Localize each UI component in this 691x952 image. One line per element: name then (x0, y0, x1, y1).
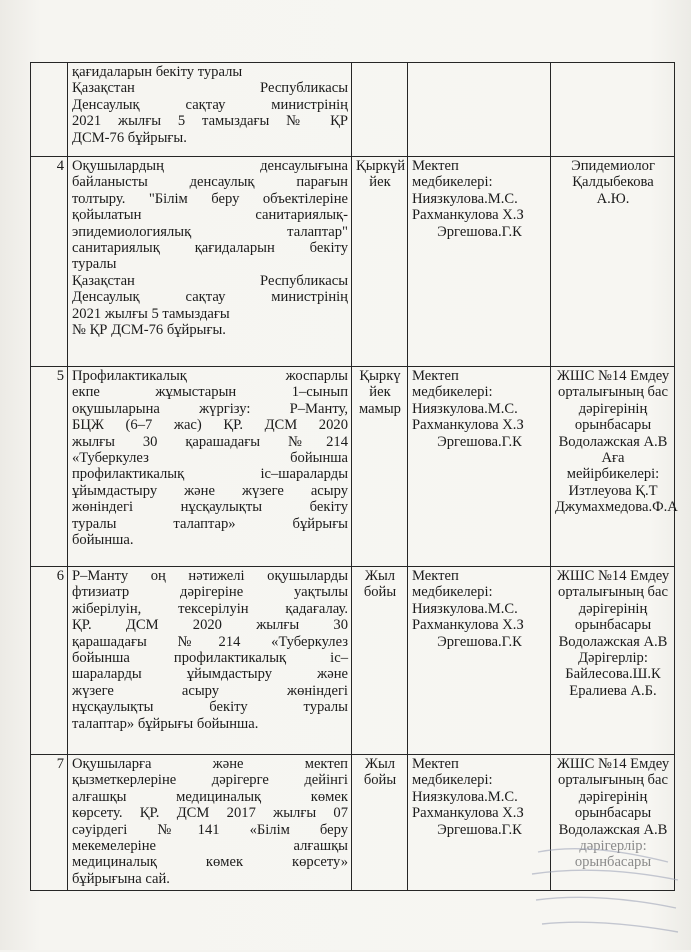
activity-line: эпидемиологиялық талаптар" (72, 223, 348, 240)
participant-line: орынбасары (574, 805, 652, 822)
participants-cell (551, 157, 675, 367)
activity-line: ұйымдастыру және жүзеге асыру (72, 482, 348, 499)
activity-line: қарашадағы №214 «Туберкулез (72, 633, 348, 650)
participant-line: Водолажская А.В (558, 433, 668, 450)
activity-line: толтыру. "Білім беру объектілеріне (72, 190, 348, 207)
participant-line: орынбасары (574, 417, 652, 434)
responsible-cell (408, 567, 551, 755)
deadline-line: Жыл (364, 568, 396, 584)
participant-line: орталығының бас (558, 772, 668, 789)
participant-line: Дәрігерлір: (578, 650, 648, 667)
participant-line: Байлесова.Ш.К (565, 666, 661, 683)
activity-line: Денсаулық сақтау министрінің (72, 96, 348, 113)
deadline-line: бойы (363, 584, 397, 601)
responsible-line: Эргешова.Г.К (437, 223, 522, 240)
participant-line: ЖШС №14 Емдеу (556, 368, 670, 384)
responsible-line: медбикелері: (412, 772, 493, 789)
participant-line: дәрігерінің (578, 600, 648, 617)
activity-cell (68, 755, 352, 891)
activity-cell (68, 567, 352, 755)
activity-line: алғашқы медициналық көмек (72, 788, 348, 805)
responsible-line: Мектеп (412, 568, 459, 584)
participant-line: Эпидемиолог (571, 158, 655, 174)
participant-line: Қалдыбекова А.Ю. (572, 174, 654, 207)
responsible-line: Ниязкулова.М.С. (412, 190, 518, 207)
deadline-line: бойы (363, 772, 397, 789)
responsible-line: Мектеп (412, 158, 459, 174)
participant-line: Водолажская А.В (558, 633, 668, 650)
deadline-line: мамыр (359, 400, 401, 417)
activity-line: Оқушыларға және мектеп (72, 756, 348, 772)
responsible-line: Мектеп (412, 756, 459, 772)
responsible-line: Рахманкулова Х.З (412, 805, 524, 822)
responsible-cell (408, 755, 551, 891)
activity-cell (68, 157, 352, 367)
activity-line: медициналық көмек көрсету» (72, 854, 348, 871)
activity-line: БЦЖ (6–7 жас) ҚР. ДСМ 2020 (72, 417, 348, 434)
deadline-cell (352, 63, 408, 157)
row-number-cell (31, 567, 68, 755)
table-row (31, 63, 675, 157)
activity-line: бұйрығына сай. (72, 870, 170, 887)
participant-line: Ералиева А.Б. (569, 682, 657, 699)
responsible-line: Рахманкулова Х.З (412, 417, 524, 434)
table-row (31, 157, 675, 367)
table-row (31, 567, 675, 755)
deadline-cell (352, 157, 408, 367)
activity-line: нұсқаулықты бекіту туралы (72, 699, 348, 716)
activity-line: туралы талаптар» бұйрығы (72, 515, 348, 532)
participant-line: Водолажская А.В (558, 821, 668, 838)
activity-line: мекемелеріне алғашқы (72, 838, 348, 855)
activity-line: байланысты денсаулық парағын (72, 174, 348, 191)
row-number: 4 (56, 158, 64, 174)
responsible-line: медбикелері: (412, 174, 493, 191)
participant-line: дәрігерлір: (579, 838, 647, 855)
responsible-line: Ниязкулова.М.С. (412, 788, 518, 805)
participant-line: орталығының бас (558, 584, 668, 601)
responsible-line: медбикелері: (412, 384, 493, 401)
row-number: 5 (56, 368, 64, 384)
plan-table (30, 62, 678, 891)
participant-line: дәрігерінің (578, 400, 648, 417)
activity-line: 2021 жылғы 5 тамыздағы (72, 305, 230, 322)
deadline-line: Жыл (364, 756, 396, 772)
participant-line: орынбасары (574, 617, 652, 634)
participant-line: Аға мейірбикелері: (566, 450, 660, 483)
activity-line: Қазақстан Республикасы (72, 80, 348, 97)
row-number-cell (31, 157, 68, 367)
activity-line: екпе жұмыстарын 1–сынып (72, 384, 348, 401)
activity-line: шараларды ұйымдастыру және (72, 666, 348, 683)
participant-line: ЖШС №14 Емдеу (556, 756, 670, 772)
activity-line: жіберілуін, тексерілуін қадағалау. (72, 600, 348, 617)
activity-line: қағидаларын бекіту туралы (72, 64, 243, 80)
row-number-cell (31, 755, 68, 891)
activity-line: Р–Манту оң нәтижелі оқушыларды (72, 568, 348, 584)
table-row (31, 755, 675, 891)
activity-line: туралы (72, 256, 117, 273)
activity-line: сәуірдегі №141 «Білім беру (72, 821, 348, 838)
row-number: 6 (56, 568, 64, 584)
activity-line: қызметкерлеріне дәрігерге дейінгі (72, 772, 348, 789)
participants-cell (551, 63, 675, 157)
activity-line: фтизиатр дәрігеріне уақтылы (72, 584, 348, 601)
activity-line: Денсаулық сақтау министрінің (72, 289, 348, 306)
row-number: 7 (56, 756, 64, 772)
participant-line: дәрігерінің (578, 788, 648, 805)
responsible-line: Ниязкулова.М.С. (412, 400, 518, 417)
participants-cell (551, 755, 675, 891)
activity-line: оқушыларына жүргізу: Р–Манту, (72, 400, 348, 417)
participants-cell (551, 567, 675, 755)
activity-line: Қазақстан Республикасы (72, 272, 348, 289)
activity-line: Профилактикалық жоспарлы (72, 368, 348, 384)
activity-line: Оқушылардың денсаулығына (72, 158, 348, 174)
responsible-line: Мектеп (412, 368, 459, 384)
responsible-line: Рахманкулова Х.З (412, 207, 524, 224)
deadline-cell (352, 367, 408, 567)
deadline-line: Қыркүй (356, 158, 406, 174)
responsible-cell (408, 63, 551, 157)
responsible-line: Ниязкулова.М.С. (412, 600, 518, 617)
row-number-cell (31, 367, 68, 567)
activity-line: жөніндегі нұсқаулықты бекіту (72, 499, 348, 516)
activity-line: талаптар» бұйрығы бойынша. (72, 715, 259, 732)
deadline-cell (352, 567, 408, 755)
activity-line: бойынша. (72, 532, 134, 549)
activity-line: санитариялық қағидаларын бекіту (72, 240, 348, 257)
responsible-line: Эргешова.Г.К (437, 633, 522, 650)
activity-line: профилактикалық іс–шараларды (72, 466, 348, 483)
responsible-line: Эргешова.Г.К (437, 433, 522, 450)
participant-line: орталығының бас (558, 384, 668, 401)
responsible-line: медбикелері: (412, 584, 493, 601)
activity-line: «Туберкулез бойынша (72, 450, 348, 467)
activity-cell (68, 63, 352, 157)
activity-line: қойылатын санитариялық- (72, 207, 348, 224)
deadline-line: Қыркү (359, 368, 401, 384)
table-row (31, 367, 675, 567)
participant-line: Изтлеуова Қ.Т (568, 482, 658, 499)
activity-line: ҚР. ДСМ 2020 жылғы 30 (72, 617, 348, 634)
participant-line: ЖШС №14 Емдеу (556, 568, 670, 584)
deadline-line: йек (369, 174, 391, 191)
activity-cell (68, 367, 352, 567)
row-number-cell (31, 63, 68, 157)
activity-line: ДСМ-76 бұйрығы. (72, 129, 187, 146)
participant-line: Джумахмедова.Ф.А (555, 499, 678, 516)
activity-line: жүзеге асыру жөніндегі (72, 682, 348, 699)
responsible-line: Эргешова.Г.К (437, 821, 522, 838)
responsible-cell (408, 367, 551, 567)
activity-line: 2021 жылғы 5 тамыздағы № ҚР (72, 113, 348, 130)
activity-line: № ҚР ДСМ-76 бұйрығы. (72, 322, 226, 339)
participants-cell (551, 367, 678, 567)
activity-line: көрсету. ҚР. ДСМ 2017 жылғы 07 (72, 805, 348, 822)
participant-line: орынбасары (574, 854, 652, 871)
deadline-line: йек (369, 384, 391, 401)
deadline-cell (352, 755, 408, 891)
responsible-cell (408, 157, 551, 367)
activity-line: бойынша профилактикалық іс– (72, 650, 348, 667)
activity-line: жылғы 30 қарашадағы №214 (72, 433, 348, 450)
responsible-line: Рахманкулова Х.З (412, 617, 524, 634)
